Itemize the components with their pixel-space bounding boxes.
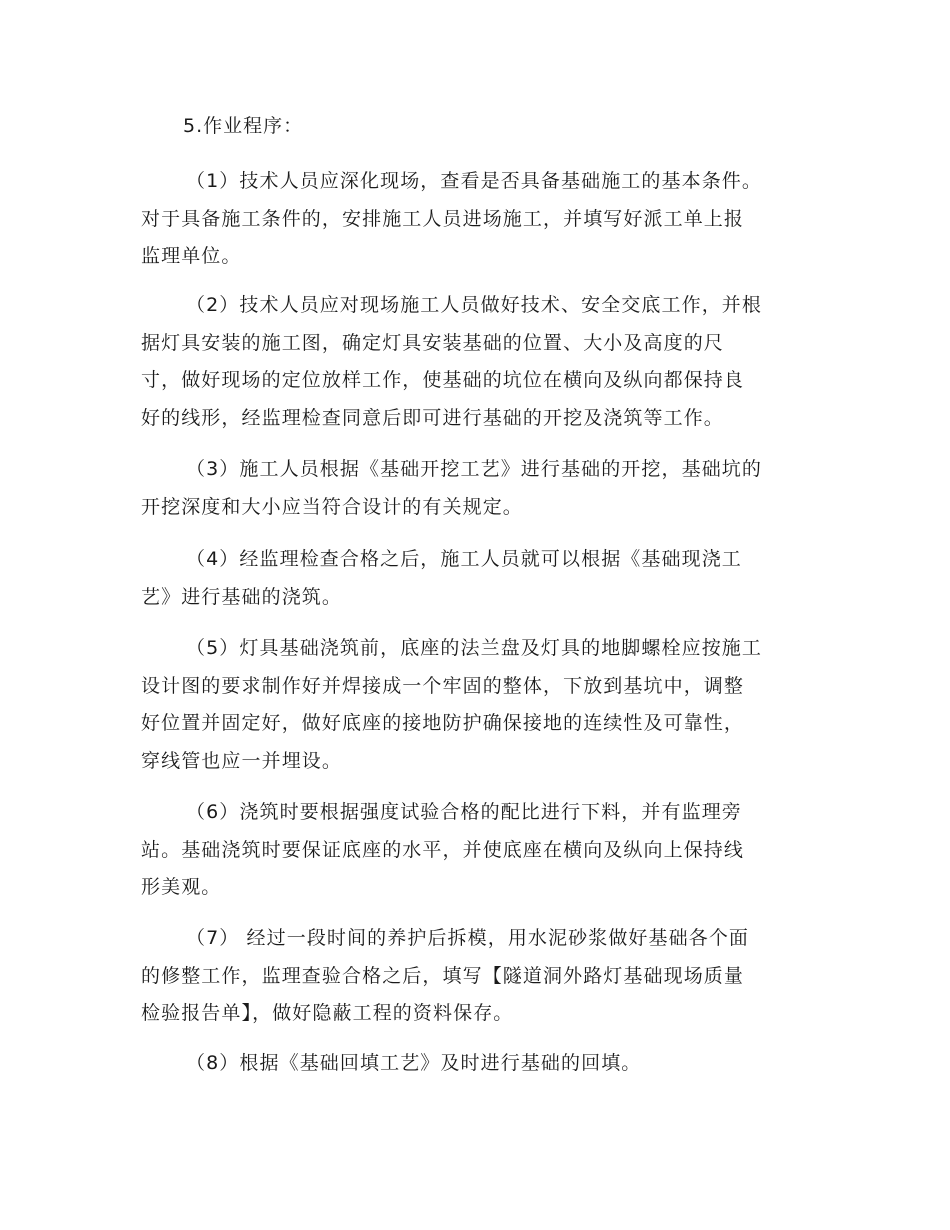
paragraph-1 [141, 163, 821, 276]
paragraph-line: 检验报告单】，做好隐蔽工程的资料保存。 [141, 1002, 514, 1024]
paragraph-line: （4）经监理检查合格之后，施工人员就可以根据《基础现浇工 [186, 548, 742, 570]
paragraph-4 [141, 541, 821, 616]
paragraph-2 [141, 287, 821, 437]
paragraph-line: （2）技术人员应对现场施工人员做好技术、安全交底工作，并根 [186, 294, 762, 316]
paragraph-7 [141, 920, 821, 1033]
paragraph-line: 好的线形，经监理检查同意后即可进行基础的开挖及浇筑等工作。 [141, 406, 724, 429]
paragraph-line: 开挖深度和大小应当符合设计的有关规定。 [141, 495, 523, 518]
paragraph-line: 穿线管也应一并埋设。 [141, 749, 343, 772]
paragraph-line: 据灯具安装的施工图，确定灯具安装基础的位置、大小及高度的尺 [141, 331, 724, 354]
paragraph-line: （1）技术人员应深化现场，查看是否具备基础施工的基本条件。 [186, 170, 762, 192]
paragraph-line: 站。基础浇筑时要保证底座的水平，并使底座在横向及纵向上保持线 [141, 838, 745, 861]
paragraph-8 [141, 1045, 821, 1083]
paragraph-3 [141, 451, 821, 526]
paragraph-6 [141, 794, 821, 907]
paragraph-line: （3）施工人员根据《基础开挖工艺》进行基础的开挖，基础坑的 [186, 458, 762, 480]
paragraph-line: （7） 经过一段时间的养护后拆模，用水泥砂浆做好基础各个面 [186, 927, 750, 949]
paragraph-line: 对于具备施工条件的，安排施工人员进场施工，并填写好派工单上报 [141, 207, 745, 230]
paragraph-line: 好位置并固定好，做好底座的接地防护确保接地的连续性及可靠性， [141, 712, 745, 734]
paragraph-line: 形美观。 [141, 876, 222, 898]
paragraph-line: 寸，做好现场的定位放样工作，使基础的坑位在横向及纵向都保持良 [141, 369, 745, 391]
section-heading: 5.作业程序： [183, 115, 304, 137]
paragraph-line: （5）灯具基础浇筑前，底座的法兰盘及灯具的地脚螺栓应按施工 [186, 637, 762, 659]
paragraph-line: 的修整工作，监理查验合格之后，填写【隧道洞外路灯基础现场质量 [141, 964, 745, 987]
paragraph-line: 监理单位。 [141, 245, 242, 267]
paragraph-line: 艺》进行基础的浇筑。 [141, 585, 343, 608]
paragraph-line: 设计图的要求制作好并焊接成一个牢固的整体，下放到基坑中，调整 [141, 674, 745, 697]
paragraph-5 [141, 630, 821, 780]
paragraph-line: （8）根据《基础回填工艺》及时进行基础的回填。 [186, 1052, 642, 1074]
paragraph-line: （6）浇筑时要根据强度试验合格的配比进行下料，并有监理旁 [186, 801, 742, 823]
